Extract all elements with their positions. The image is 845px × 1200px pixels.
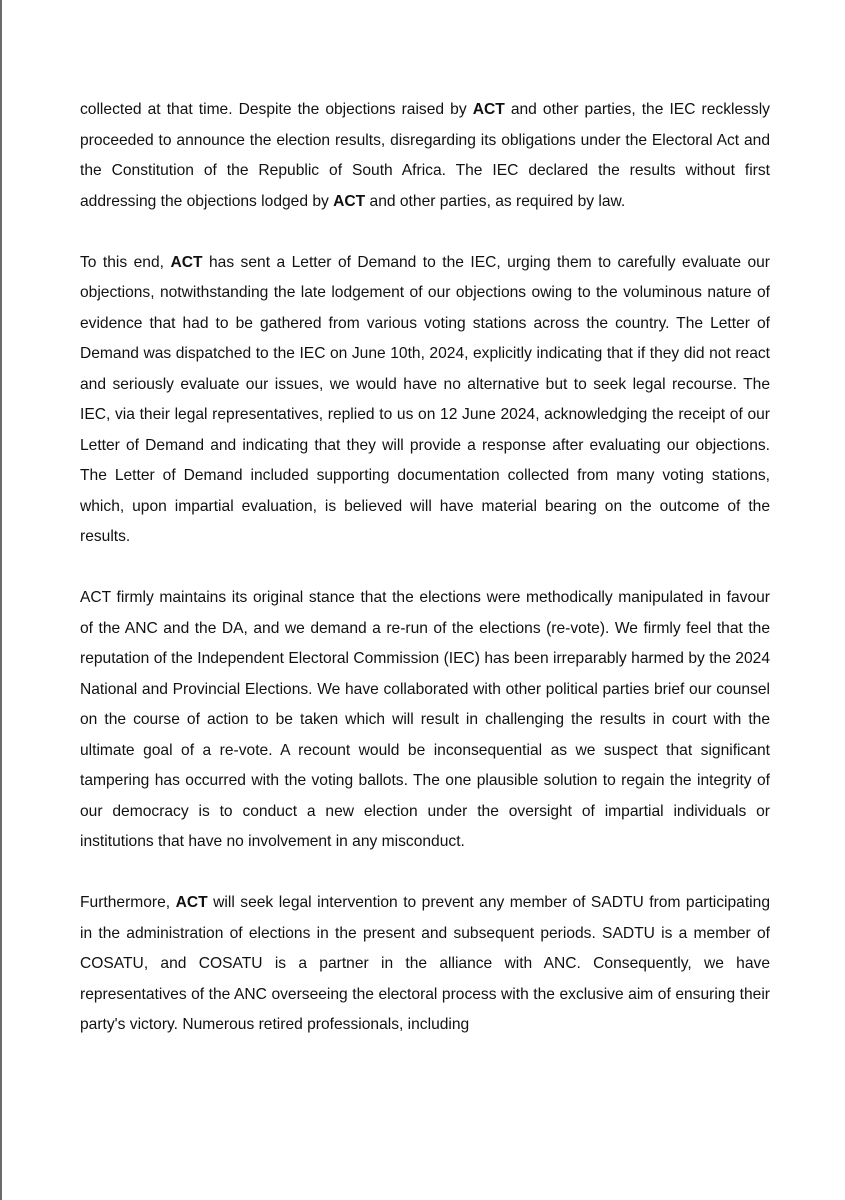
- text-run-bold: ACT: [333, 192, 366, 210]
- text-run: Furthermore,: [80, 894, 176, 911]
- text-run: has sent a Letter of Demand to the IEC, urging them to carefully evaluate our objections, notwithstanding the late lodgement of our objections owing to the voluminous nature of evidence that had to be gathered from various voting stations across the country. The Letter of Demand was dispatched to the IEC on June 10th, 2024, explicitly indicating that if they did not react and seriously evaluate our issues, we would have no alternative but to seek legal recourse. The IEC, via their legal representatives, replied to us on 12 June 2024, acknowledging the receipt of our Letter of Demand and indicating that they will provide a response after evaluating our objections. The Letter of Demand included supporting documentation collected from many voting stations, which, upon impartial evaluation, is believed will have material bearing on the outcome of the results.: [80, 253, 770, 545]
- paragraph: [80, 583, 770, 858]
- paragraph: [80, 95, 770, 217]
- text-run-bold: ACT: [472, 101, 505, 118]
- text-run: will seek legal intervention to prevent any member of SADTU from participating in the administration of elections in the present and subsequent periods. SADTU is a member of COSATU, and COSATU is a partner in the alliance with ANC. Consequently, we have representatives of the ANC overseeing the electoral process with the exclusive aim of ensuring their party's victory. Numerous retired professionals, including: [80, 894, 770, 1033]
- paragraph: [80, 248, 770, 553]
- text-run: collected at that time. Despite the objections raised by: [80, 101, 473, 118]
- text-run: ACT firmly maintains its original stance that the elections were methodically manipulated in favour of the ANC and the DA, and we demand a re-run of the elections (re-vote). We firmly feel that the reputation of the Independent Electoral Commission (IEC) has been irreparably harmed by the 2024 National and Provincial Elections. We have collaborated with other political parties brief our counsel on the course of action to be taken which will result in challenging the results in court with the ultimate goal of a re-vote. A recount would be inconsequential as we suspect that significant tampering has occurred with the voting ballots. The one plausible solution to regain the integrity of our democracy is to conduct a new election under the oversight of impartial individuals or institutions that have no involvement in any misconduct.: [80, 589, 770, 850]
- text-run: and other parties, as required by law.: [365, 192, 626, 210]
- text-run-bold: ACT: [175, 894, 208, 911]
- document-body: [80, 95, 770, 1071]
- text-run-bold: ACT: [170, 253, 203, 271]
- paragraph: [80, 888, 770, 1041]
- page-edge: [0, 0, 2, 1200]
- text-run: and other parties, the IEC recklessly proceeded to announce the election results, disregarding its obligations under the Electoral Act and the Constitution of the Republic of South Africa. The IEC declared the results without first addressing the objections lodged by: [80, 101, 770, 210]
- text-run: To this end,: [80, 253, 171, 271]
